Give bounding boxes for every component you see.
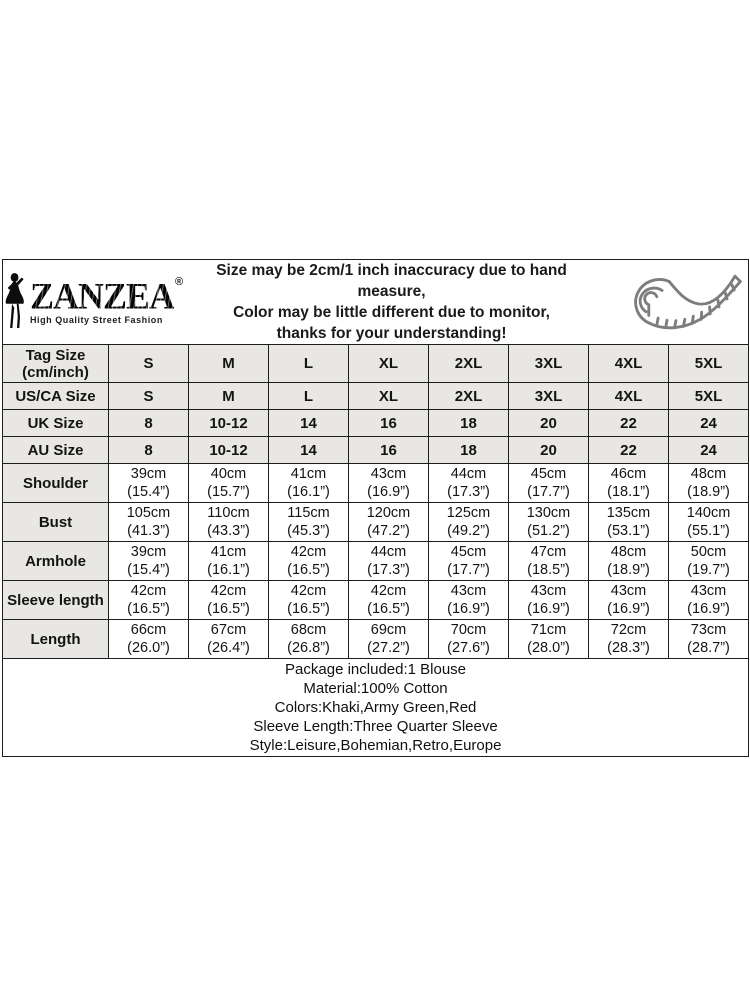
size-cell: XL <box>349 345 429 383</box>
table-row <box>3 464 749 503</box>
measurement-cell: 46cm (18.1”) <box>589 464 669 503</box>
size-cell: 3XL <box>509 383 589 410</box>
measurement-cell: 40cm (15.7”) <box>189 464 269 503</box>
measurement-cell: 45cm (17.7”) <box>429 542 509 581</box>
detail-line: Material:100% Cotton <box>303 680 448 697</box>
size-cell: 2XL <box>429 345 509 383</box>
size-cell: 20 <box>509 437 589 464</box>
table-row <box>3 503 749 542</box>
size-cell: XL <box>349 383 429 410</box>
size-cell: 8 <box>109 437 189 464</box>
measurement-cell: 43cm (16.9”) <box>669 581 749 620</box>
size-cell: 5XL <box>669 345 749 383</box>
size-cell: 22 <box>589 410 669 437</box>
size-cell: 8 <box>109 410 189 437</box>
woman-silhouette-icon <box>3 271 29 333</box>
row-label: Armhole <box>3 542 109 581</box>
size-cell: 5XL <box>669 383 749 410</box>
size-cell: 20 <box>509 410 589 437</box>
measurement-cell: 105cm (41.3”) <box>109 503 189 542</box>
row-label: Tag Size (cm/inch) <box>3 345 109 383</box>
table-row <box>3 345 749 383</box>
table-row <box>3 383 749 410</box>
size-cell: 14 <box>269 410 349 437</box>
brand-tagline: High Quality Street Fashion <box>30 315 163 326</box>
size-cell: 4XL <box>589 383 669 410</box>
product-details-row <box>3 659 749 757</box>
size-cell: 4XL <box>589 345 669 383</box>
size-cell: 2XL <box>429 383 509 410</box>
measurement-cell: 140cm (55.1”) <box>669 503 749 542</box>
size-cell: 24 <box>669 437 749 464</box>
measurement-cell: 48cm (18.9”) <box>589 542 669 581</box>
size-cell: 18 <box>429 410 509 437</box>
row-label: Bust <box>3 503 109 542</box>
size-disclaimer <box>183 260 600 344</box>
size-chart-page <box>2 259 748 757</box>
size-cell: 3XL <box>509 345 589 383</box>
brand-logo <box>3 271 183 333</box>
header-band-section <box>3 260 749 345</box>
table-row <box>3 410 749 437</box>
size-cell: M <box>189 383 269 410</box>
table-row <box>3 581 749 620</box>
detail-line: Sleeve Length:Three Quarter Sleeve <box>253 718 498 735</box>
measurement-cell: 41cm (16.1”) <box>189 542 269 581</box>
size-cell: S <box>109 345 189 383</box>
size-cell: 22 <box>589 437 669 464</box>
detail-line: Style:Leisure,Bohemian,Retro,Europe <box>249 737 502 754</box>
measurement-cell: 45cm (17.7”) <box>509 464 589 503</box>
row-label: Length <box>3 620 109 659</box>
size-cell: S <box>109 383 189 410</box>
size-cell: 24 <box>669 410 749 437</box>
measurement-cell: 72cm (28.3”) <box>589 620 669 659</box>
brand-name: ZANZEA <box>30 275 175 317</box>
measurement-cell: 71cm (28.0”) <box>509 620 589 659</box>
detail-line: Package included:1 Blouse <box>285 661 467 678</box>
measurement-cell: 125cm (49.2”) <box>429 503 509 542</box>
measurement-cell: 42cm (16.5”) <box>349 581 429 620</box>
table-row <box>3 620 749 659</box>
size-cell: 10-12 <box>189 437 269 464</box>
measurement-cell: 47cm (18.5”) <box>509 542 589 581</box>
measurement-cell: 68cm (26.8”) <box>269 620 349 659</box>
measurement-cell: 41cm (16.1”) <box>269 464 349 503</box>
row-label: US/CA Size <box>3 383 109 410</box>
size-cell: 10-12 <box>189 410 269 437</box>
size-table-body <box>3 345 749 659</box>
measurement-cell: 48cm (18.9”) <box>669 464 749 503</box>
header-band-row <box>3 260 749 345</box>
size-cell: M <box>189 345 269 383</box>
measurement-cell: 70cm (27.6”) <box>429 620 509 659</box>
measurement-cell: 50cm (19.7”) <box>669 542 749 581</box>
product-details <box>3 659 749 757</box>
measurement-cell: 43cm (16.9”) <box>429 581 509 620</box>
measurement-cell: 115cm (45.3”) <box>269 503 349 542</box>
row-label: Sleeve length <box>3 581 109 620</box>
header-band <box>3 260 749 345</box>
measurement-cell: 39cm (15.4”) <box>109 542 189 581</box>
measurement-cell: 44cm (17.3”) <box>429 464 509 503</box>
row-label: UK Size <box>3 410 109 437</box>
measurement-cell: 110cm (43.3”) <box>189 503 269 542</box>
measurement-cell: 43cm (16.9”) <box>349 464 429 503</box>
measurement-cell: 44cm (17.3”) <box>349 542 429 581</box>
registered-trademark-mark: ® <box>175 275 184 288</box>
disclaimer-line: thanks for your understanding! <box>276 325 507 342</box>
size-cell: L <box>269 345 349 383</box>
size-cell: 16 <box>349 437 429 464</box>
row-label: AU Size <box>3 437 109 464</box>
measurement-cell: 42cm (16.5”) <box>109 581 189 620</box>
size-chart-table <box>2 259 749 757</box>
measurement-cell: 130cm (51.2”) <box>509 503 589 542</box>
measurement-cell: 43cm (16.9”) <box>509 581 589 620</box>
disclaimer-line: Size may be 2cm/1 inch inaccuracy due to hand measure, <box>216 262 567 300</box>
measurement-cell: 120cm (47.2”) <box>349 503 429 542</box>
measurement-cell: 66cm (26.0”) <box>109 620 189 659</box>
size-cell: 16 <box>349 410 429 437</box>
disclaimer-line: Color may be little different due to monitor, <box>233 304 550 321</box>
detail-line: Colors:Khaki,Army Green,Red <box>274 699 477 716</box>
row-label: Shoulder <box>3 464 109 503</box>
size-cell: 14 <box>269 437 349 464</box>
size-cell: 18 <box>429 437 509 464</box>
table-row <box>3 437 749 464</box>
measurement-cell: 42cm (16.5”) <box>189 581 269 620</box>
measurement-cell: 73cm (28.7”) <box>669 620 749 659</box>
measuring-tape-icon <box>610 270 748 334</box>
measurement-cell: 135cm (53.1”) <box>589 503 669 542</box>
measurement-cell: 67cm (26.4”) <box>189 620 269 659</box>
footer-section <box>3 659 749 757</box>
table-row <box>3 542 749 581</box>
size-cell: L <box>269 383 349 410</box>
measurement-cell: 69cm (27.2”) <box>349 620 429 659</box>
measurement-cell: 42cm (16.5”) <box>269 542 349 581</box>
measurement-cell: 43cm (16.9”) <box>589 581 669 620</box>
measurement-cell: 42cm (16.5”) <box>269 581 349 620</box>
measurement-cell: 39cm (15.4”) <box>109 464 189 503</box>
